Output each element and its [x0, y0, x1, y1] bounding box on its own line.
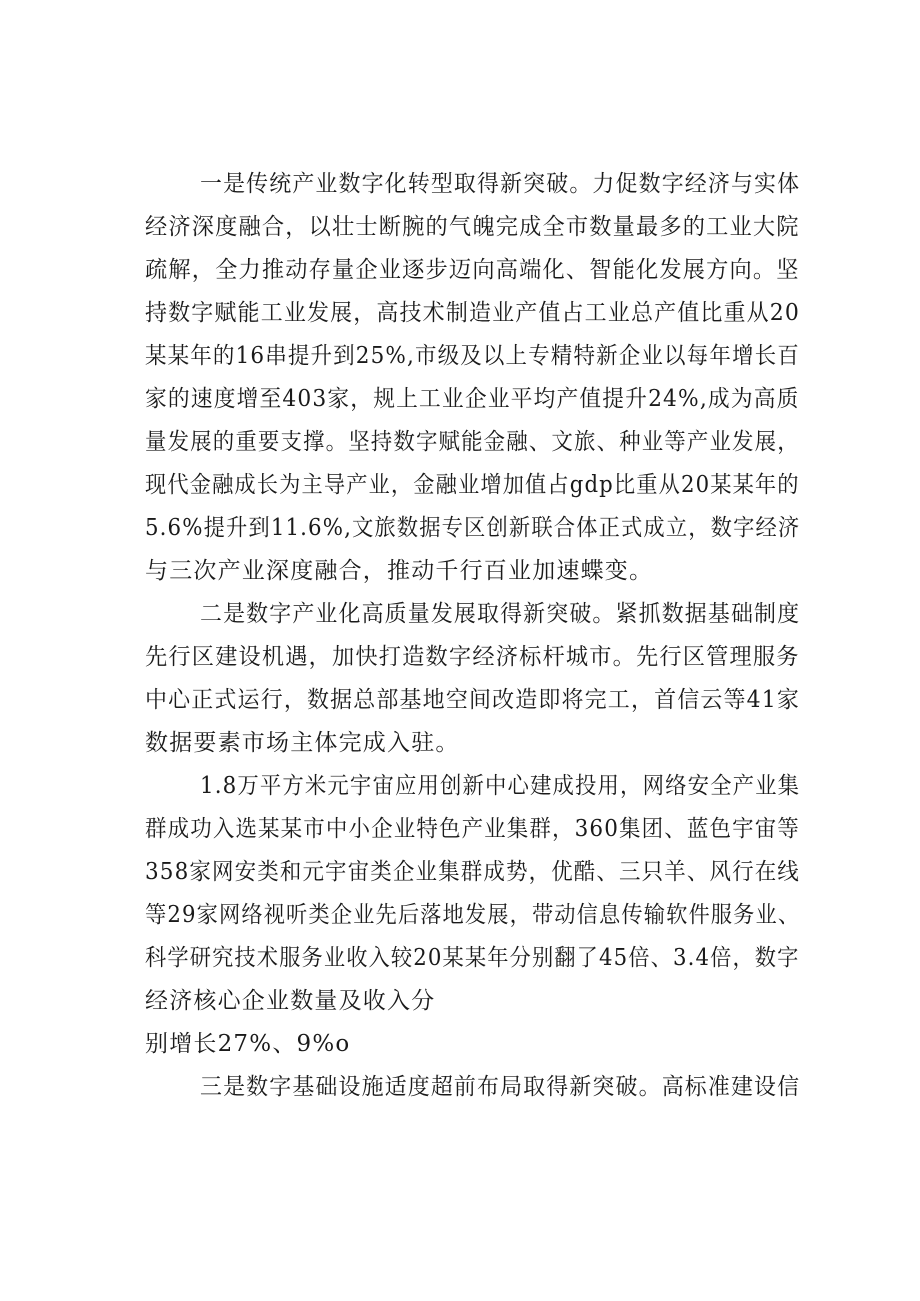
paragraph-1-line-5: 某某年的16串提升到25%,市级及以上专精特新企业以每年增长百: [145, 343, 800, 369]
paragraph-2-line-1: 二是数字产业化高质量发展取得新突破。紧抓数据基础制度: [200, 601, 801, 627]
paragraph-1-line-9: 5.6%提升到11.6%,文旅数据专区创新联合体正式成立，数字经济: [145, 515, 801, 541]
paragraph-2-line-3: 中心正式运行，数据总部基地空间改造即将完工，首信云等41家: [145, 687, 801, 713]
paragraph-1-line-10: 与三次产业深度融合，推动千行百业加速蝶变。: [145, 558, 654, 584]
paragraph-1-line-8: 现代金融成长为主导产业，金融业增加值占gdp比重从20某某年的: [145, 472, 800, 498]
paragraph-1-line-3: 疏解，全力推动存量企业逐步迈向高端化、智能化发展方向。坚: [145, 257, 800, 283]
paragraph-3-line-6: 经济核心企业数量及收入分: [145, 988, 436, 1014]
paragraph-3-line-5: 科学研究技术服务业收入较20某某年分别翻了45倍、3.4倍，数字: [145, 945, 800, 971]
paragraph-1-line-1: 一是传统产业数字化转型取得新突破。力促数字经济与实体: [200, 171, 801, 197]
paragraph-3-line-7: 别增长27%、9%o: [145, 1031, 351, 1057]
paragraph-3-line-2: 群成功入选某某市中小企业特色产业集群，360集团、蓝色宇宙等: [145, 816, 800, 842]
paragraph-3-line-4: 等29家网络视听类企业先后落地发展，带动信息传输软件服务业、: [145, 902, 801, 928]
paragraph-1-line-6: 家的速度增至403家，规上工业企业平均产值提升24%,成为高质: [145, 386, 800, 412]
paragraph-3-line-3: 358家网安类和元宇宙类企业集群成势，优酷、三只羊、风行在线: [145, 859, 800, 885]
paragraph-2-line-2: 先行区建设机遇，加快打造数字经济标杆城市。先行区管理服务: [145, 644, 800, 670]
paragraph-2-line-4: 数据要素市场主体完成入驻。: [145, 730, 460, 756]
paragraph-1-line-2: 经济深度融合，以壮士断腕的气魄完成全市数量最多的工业大院: [145, 214, 800, 240]
paragraph-3-line-1: 1.8万平方米元宇宙应用创新中心建成投用，网络安全产业集: [200, 773, 801, 799]
paragraph-4-line-1: 三是数字基础设施适度超前布局取得新突破。高标准建设信: [200, 1074, 801, 1100]
paragraph-1-line-7: 量发展的重要支撑。坚持数字赋能金融、文旅、种业等产业发展，: [145, 429, 800, 455]
paragraph-1-line-4: 持数字赋能工业发展，高技术制造业产值占工业总产值比重从20: [145, 300, 801, 326]
